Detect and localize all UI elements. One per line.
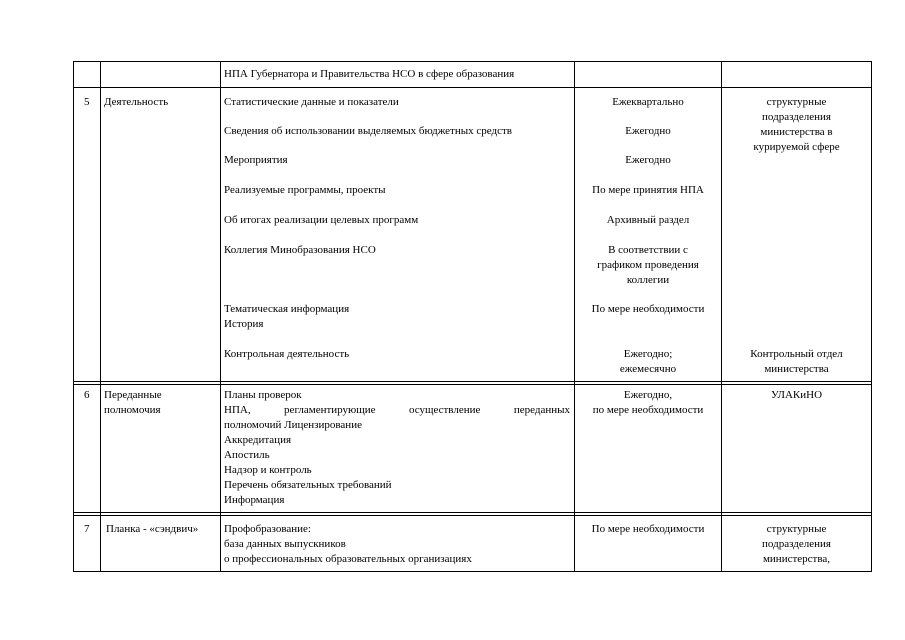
content-item: Реализуемые программы, проекты: [224, 184, 386, 196]
responsible-cell: министерства в: [760, 126, 833, 138]
content-item: Мероприятия: [224, 154, 288, 166]
responsible-cell: УЛАКиНО: [770, 389, 823, 401]
content-item: Контрольная деятельность: [224, 348, 350, 360]
table-border-top: [73, 61, 872, 62]
content-cell: НПА Губернатора и Правительства НСО в сфере образования: [224, 68, 515, 80]
responsible-cell: курируемой сфере: [753, 141, 840, 153]
responsible-cell: подразделения: [762, 111, 831, 123]
period-cell: Ежегодно,: [623, 389, 673, 401]
content-item: Информация: [224, 494, 285, 506]
content-item: Тематическая информация: [224, 303, 350, 315]
responsible-cell: структурные: [766, 523, 827, 535]
period-cell: Ежегодно;: [623, 348, 673, 360]
content-item: Сведения об использовании выделяемых бюджетных средств: [224, 125, 512, 137]
responsible-cell: министерства: [764, 363, 829, 375]
row-divider-double-b: [73, 515, 872, 516]
content-item: НПА, регламентирующие осуществление переданных: [224, 404, 570, 416]
period-cell: по мере необходимости: [592, 404, 704, 416]
row-divider: [73, 87, 872, 88]
row-divider-double-a: [73, 512, 872, 513]
period-cell: Ежегодно: [625, 125, 671, 137]
responsible-cell: структурные: [766, 96, 827, 108]
period-cell: По мере необходимости: [591, 523, 705, 535]
section-title: Планка - «сэндвич»: [106, 523, 199, 535]
period-cell: Архивный раздел: [606, 214, 690, 226]
row-divider-double-b: [73, 384, 872, 385]
table-border-bottom: [73, 571, 872, 572]
content-item: Аккредитация: [224, 434, 292, 446]
period-cell: По мере необходимости: [591, 303, 705, 315]
period-cell: Ежегодно: [625, 154, 671, 166]
content-item: о профессиональных образовательных организациях: [224, 553, 472, 565]
period-cell: По мере принятия НПА: [592, 184, 704, 196]
section-title: Переданные: [104, 389, 162, 401]
content-item: Надзор и контроль: [224, 464, 312, 476]
content-item: Об итогах реализации целевых программ: [224, 214, 419, 226]
responsible-cell: министерства,: [762, 553, 831, 565]
row-number: 6: [84, 389, 90, 401]
content-item: Статистические данные и показатели: [224, 96, 399, 108]
period-cell: В соответствии с: [608, 244, 688, 256]
content-item: История: [224, 318, 264, 330]
responsible-cell: подразделения: [762, 538, 831, 550]
period-cell: графиком проведения: [597, 259, 699, 271]
section-title: Деятельность: [104, 96, 169, 108]
table-border-left: [73, 61, 74, 572]
section-title: полномочия: [104, 404, 161, 416]
content-item: Апостиль: [224, 449, 270, 461]
column-divider: [220, 61, 221, 572]
table-border-right: [871, 61, 872, 572]
responsible-cell: Контрольный отдел: [750, 348, 843, 360]
period-cell: коллегии: [626, 274, 670, 286]
content-item: полномочий Лицензирование: [224, 419, 362, 431]
content-item: Профобразование:: [224, 523, 311, 535]
row-divider-double-a: [73, 381, 872, 382]
row-number: 7: [84, 523, 90, 535]
content-item: Перечень обязательных требований: [224, 479, 392, 491]
column-divider: [100, 61, 101, 572]
period-cell: Ежеквартально: [612, 96, 684, 108]
period-cell: ежемесячно: [619, 363, 677, 375]
content-item: Коллегия Минобразования НСО: [224, 244, 376, 256]
row-number: 5: [84, 96, 90, 108]
content-item: база данных выпускников: [224, 538, 346, 550]
content-item: Планы проверок: [224, 389, 302, 401]
